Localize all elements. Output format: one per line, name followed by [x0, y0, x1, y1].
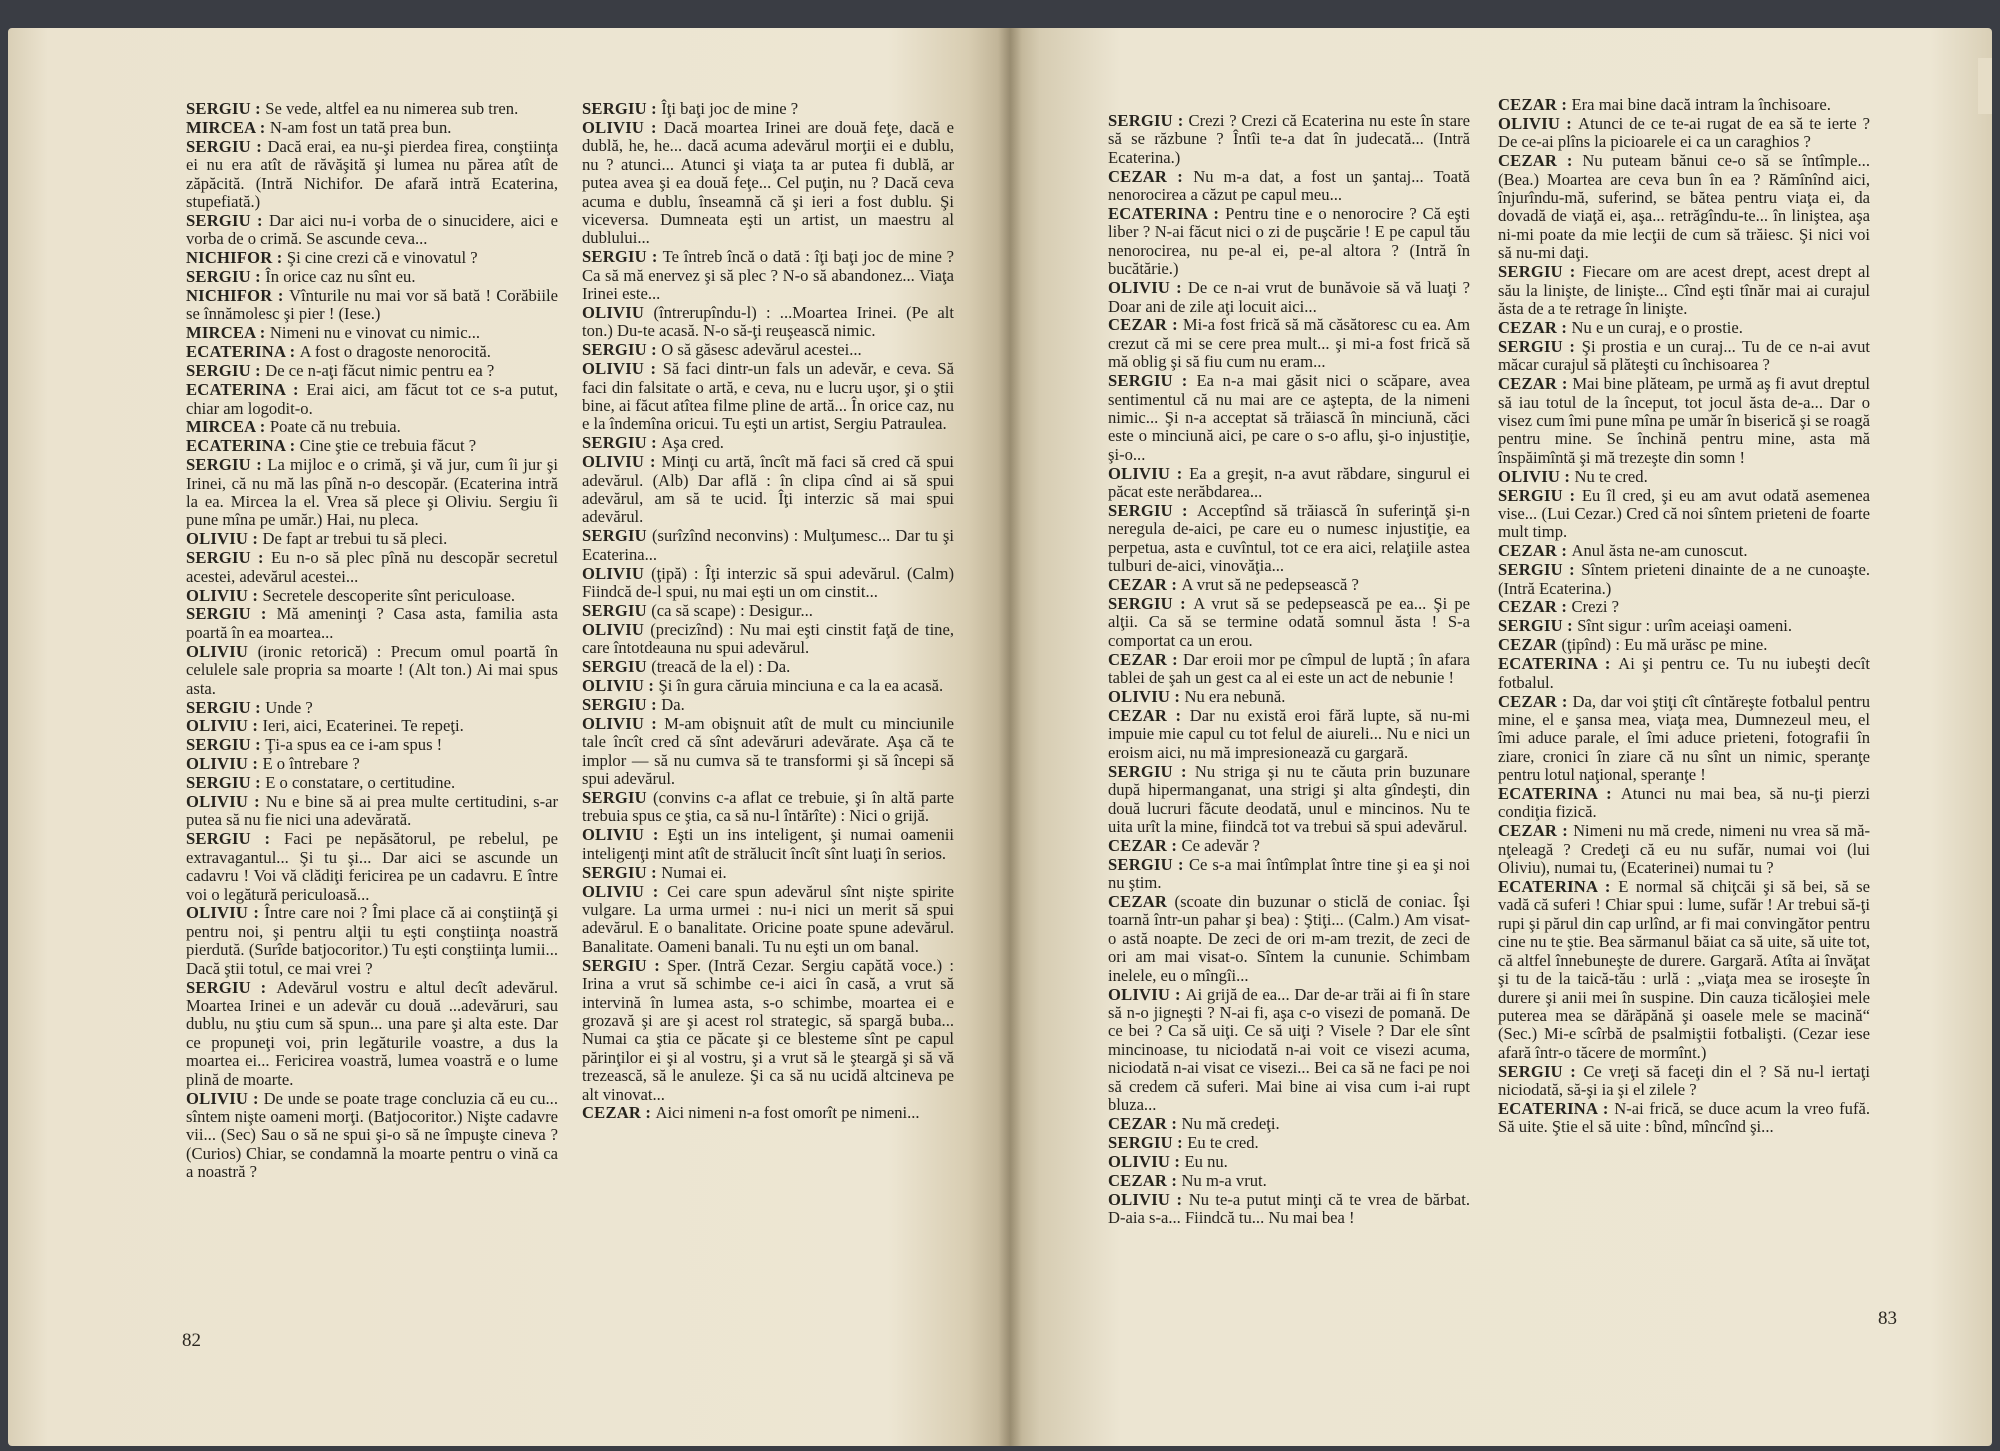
- line-text: În orice caz nu sînt eu.: [265, 267, 416, 287]
- line-text: Nu era nebună.: [1184, 687, 1286, 707]
- speaker-name: CEZAR :: [1108, 706, 1190, 725]
- speaker-name: MIRCEA :: [186, 117, 270, 137]
- speaker-name: SERGIU :: [1108, 761, 1195, 781]
- page-number-left: 82: [182, 1330, 201, 1351]
- line-text: Nimeni nu e vinovat cu nimic...: [269, 323, 481, 343]
- left-page: [8, 28, 1010, 1446]
- line-text: De ce n-ai vrut de bunăvoie să vă luaţi ? Doar ani de zile aţi locuit aici...: [1108, 278, 1470, 316]
- speaker-name: SERGIU :: [186, 210, 269, 230]
- line-text: Ce adevăr ?: [1181, 835, 1260, 855]
- dialogue-line: [1108, 986, 1470, 1115]
- line-text: Nu e un curaj, e o prostie.: [1571, 317, 1743, 337]
- speaker-name: SERGIU :: [1498, 336, 1582, 356]
- line-text: (întrerupîndu-l) : ...Moartea Irinei. (Pe alt ton.) Du-te acasă. N-o să-ţi reuşească nimic.: [582, 302, 955, 341]
- speaker-name: OLIVIU :: [582, 452, 662, 472]
- line-text: E o constatare, o certitudine.: [265, 773, 456, 793]
- speaker-name: SERGIU :: [1498, 1061, 1584, 1081]
- dialogue-line: [582, 677, 954, 695]
- speaker-name: SERGIU: [582, 600, 652, 620]
- dialogue-line: [1108, 893, 1470, 985]
- dialogue-line: [582, 696, 954, 714]
- line-text: Ea n-a mai găsit nici o scăpare, avea sentimentul că nu mai are ce aştepta, de la nimeni nimic... Şi n-a acceptat să trăiască în minciună, căci este o minciună aici, pe care o s-o aflu, şi-o injustiţie, şi-o...: [1108, 371, 1470, 464]
- line-text: Acceptînd să trăiască în suferinţă şi-n neregula de-aici, pe care eu o numesc injustiţie, ea perpetua, asta e cuvîntul, tot ce era aici, relaţiile astea tulburi de-aici, vinovăţia...: [1108, 501, 1470, 576]
- dialogue-line: [1498, 96, 1870, 114]
- speaker-name: OLIVIU :: [1108, 463, 1190, 483]
- line-text: De fapt ar trebui tu să pleci.: [262, 529, 448, 549]
- speaker-name: CEZAR :: [1498, 374, 1573, 394]
- speaker-name: OLIVIU :: [582, 825, 668, 845]
- speaker-name: SERGIU :: [186, 361, 266, 381]
- line-text: Nu te-a putut minţi că te vrea de bărbat. D-aia s-a... Fiindcă tu... Nu mai bea !: [1108, 1189, 1470, 1227]
- dialogue-line: [186, 904, 558, 978]
- speaker-name: SERGIU: [582, 788, 654, 808]
- line-text: A vrut să ne pedepsească ?: [1181, 575, 1359, 595]
- speaker-name: OLIVIU :: [186, 792, 266, 812]
- dialogue-line: [186, 530, 558, 548]
- speaker-name: SERGIU :: [1498, 616, 1578, 636]
- dialogue-line: [186, 793, 558, 830]
- speaker-name: CEZAR :: [1498, 691, 1573, 711]
- dialogue-line: [186, 343, 558, 361]
- left-page-column-1: [186, 100, 558, 1182]
- line-text: Fiecare om are acest drept, acest drept al său la linişte, de linişte... Cînd eşti tînăr mai ai curajul ăsta de a te retrage în linişte.: [1498, 262, 1870, 318]
- speaker-name: SERGIU :: [1108, 371, 1197, 391]
- speaker-name: SERGIU :: [1498, 485, 1582, 505]
- line-text: (surîzînd neconvins) : Mulţumesc... Dar tu şi Ecaterina...: [582, 526, 954, 564]
- speaker-name: SERGIU :: [1108, 501, 1197, 521]
- line-text: Faci pe nepăsătorul, pe rebelul, pe extravagantul... Şi tu şi... Dar aici se ascunde un cadavru ! Voi vă clădiţi fericirea pe un cadavru. E între voi o legătură periculoasă...: [186, 829, 558, 904]
- dialogue-line: [1498, 468, 1870, 486]
- dialogue-line: [1108, 837, 1470, 855]
- speaker-name: ECATERINA :: [1498, 877, 1619, 897]
- line-text: Nu m-a dat, a fost un şantaj... Toată nenorocirea a căzut pe capul meu...: [1108, 166, 1471, 205]
- dialogue-line: [1498, 542, 1870, 560]
- dialogue-line: [582, 248, 954, 303]
- line-text: Nu mă credeţi.: [1181, 1113, 1280, 1133]
- dialogue-line: [1498, 785, 1870, 822]
- dialogue-line: [1498, 636, 1870, 654]
- dialogue-line: [186, 268, 558, 286]
- speaker-name: OLIVIU :: [186, 585, 263, 605]
- speaker-name: SERGIU :: [186, 267, 266, 287]
- line-text: Mi-a fost frică să mă căsătoresc cu ea. Am crezut că mi se cere prea mult... şi mi-a fost frică să mă oblig şi să fiu cum nu eram...: [1108, 315, 1470, 372]
- dialogue-line: [1498, 115, 1870, 152]
- line-text: Eu te cred.: [1187, 1132, 1259, 1152]
- line-text: Te întreb încă o dată : îţi baţi joc de mine ? Ca să mă enervez şi să plec ? N-o să abandonez... Viaţa Irinei este...: [582, 247, 954, 304]
- dialogue-line: [186, 418, 558, 436]
- line-text: Unde ?: [265, 697, 313, 717]
- line-text: Minţi cu artă, încît mă faci să cred că spui adevărul. (Alb) Dar află : în clipa cînd ai să spui adevărul, am să te ucid. Îţi interzic să mai spui adevărul.: [582, 452, 955, 527]
- line-text: Poate că nu trebuia.: [269, 417, 401, 437]
- line-text: A vrut să se pedepsească pe ea... Şi pe alţii. Ca să se termine odată somnul ăsta ! S-a comportat ca un erou.: [1108, 594, 1470, 650]
- speaker-name: SERGIU :: [1108, 854, 1189, 874]
- dialogue-line: [186, 549, 558, 586]
- speaker-name: ECATERINA :: [186, 342, 300, 362]
- speaker-name: CEZAR :: [1108, 575, 1182, 595]
- speaker-name: NICHIFOR :: [186, 286, 290, 306]
- dialogue-line: [186, 362, 558, 380]
- dialogue-line: [186, 830, 558, 904]
- speaker-name: SERGIU :: [186, 735, 266, 755]
- line-text: Eu îl cred, şi eu am avut odată asemenea vise... (Lui Cezar.) Cred că noi sîntem prieteni de foarte mult timp.: [1498, 485, 1870, 542]
- dialogue-line: [1498, 263, 1870, 318]
- line-text: Ai şi pentru ce. Tu nu iubeşti decît fotbalul.: [1498, 654, 1871, 692]
- speaker-name: CEZAR: [1498, 635, 1562, 655]
- speaker-name: ECATERINA :: [1108, 204, 1226, 224]
- line-text: Nu m-a vrut.: [1181, 1170, 1267, 1190]
- dialogue-line: [186, 437, 558, 455]
- speaker-name: ECATERINA :: [1498, 1098, 1615, 1118]
- line-text: Eu nu.: [1184, 1151, 1228, 1171]
- speaker-name: SERGIU :: [1498, 560, 1582, 580]
- line-text: Eşti un ins inteligent, şi numai oamenii inteligenţi mint atît de strălucit încît sînt luaţi în serios.: [582, 825, 955, 863]
- line-text: Ţi-a spus ea ce i-am spus !: [265, 735, 443, 755]
- line-text: (ironic retorică) : Precum omul poartă în celulele sale propria sa moarte ! (Alt ton.) Ai mai spus asta.: [186, 641, 559, 698]
- dialogue-line: [1108, 1153, 1470, 1171]
- line-text: Nu e bine să ai prea multe certitudini, s-ar putea să nu fie nici una adevărată.: [186, 792, 559, 830]
- speaker-name: ECATERINA :: [186, 436, 300, 456]
- line-text: Era mai bine dacă intram la închisoare.: [1571, 95, 1831, 114]
- line-text: Secretele descoperite sînt periculoase.: [262, 585, 515, 605]
- line-text: Şi în gura căruia minciuna e ca la ea acasă.: [658, 676, 944, 696]
- dialogue-line: [582, 789, 954, 826]
- speaker-name: SERGIU :: [186, 697, 266, 717]
- book-spine: [998, 28, 1022, 1446]
- dialogue-line: [582, 957, 954, 1104]
- open-book: [8, 28, 1992, 1446]
- dialogue-line: [1108, 168, 1470, 205]
- speaker-name: SERGIU :: [186, 455, 268, 475]
- dialogue-line: [582, 434, 954, 452]
- speaker-name: SERGIU :: [582, 340, 662, 360]
- right-page: [1010, 28, 1992, 1446]
- dialogue-line: [1498, 617, 1870, 635]
- dialogue-line: [1498, 319, 1870, 337]
- speaker-name: OLIVIU :: [1108, 1189, 1189, 1209]
- speaker-name: SERGIU: [582, 526, 652, 546]
- dialogue-line: [186, 212, 558, 249]
- dialogue-line: [582, 658, 954, 676]
- right-page-column-2: [1498, 96, 1870, 1137]
- dialogue-line: [1108, 372, 1470, 464]
- speaker-name: CEZAR :: [582, 1103, 656, 1123]
- dialogue-line: [186, 979, 558, 1089]
- speaker-name: SERGIU :: [582, 695, 662, 714]
- line-text: Adevărul vostru e altul decît adevărul. Moartea Irinei e un adevăr cu două ...adevăruri, sau dublu, nu ştiu cum să spun... una pare şi alta este. Dar ce propuneţi voi, prin legăturile voastre, a dus la moartea ei... Fericirea voastră, lumea voastră e o lume plină de moarte.: [186, 977, 558, 1089]
- dialogue-line: [582, 864, 954, 882]
- line-text: (ţipă) : Îţi interzic să spui adevărul. (Calm) Fiindcă de-l spui, nu mai eşti un om cinstit...: [582, 563, 954, 602]
- dialogue-line: [186, 643, 558, 698]
- line-text: Cei care spun adevărul sînt nişte spirite vulgare. La urma urmei : nu-i nici un merit să spui adevărul. E o banalitate. Oricine poate spune adevărul. Banalitate. Oameni banali. Tu nu eşti un om banal.: [582, 881, 954, 956]
- dialogue-line: [186, 456, 558, 530]
- speaker-name: OLIVIU: [582, 563, 652, 583]
- line-text: Dacă erai, ea nu-şi pierdea firea, conştiinţa ei nu era atît de răvăşită şi lumea nu părea atît de zăpăcită. (Intră Nichifor. De afară intră Ecaterina, stupefiată.): [186, 136, 558, 212]
- line-text: Ai grijă de ea... Dar de-ar trăi ai fi în stare să n-o jigneşti ? N-ai fi, aşa c-o visezi de pomană. De ce bei ? Ca să uiţi. Ce să uiţi ? Visele ? Dar ele sînt mincinoase, tu niciodată n-ai voit ce visezi acuma, niciodată n-ai visat ce visezi... Bei ca să ne faci pe noi să credem că suferi. Mai bine ai visa cum i-ai rupt bluza...: [1108, 984, 1471, 1115]
- dialogue-line: [582, 602, 954, 620]
- dialogue-line: [1108, 205, 1470, 279]
- dialogue-line: [1498, 655, 1870, 692]
- line-text: A fost o dragoste nenorocită.: [299, 342, 491, 362]
- line-text: La mijloc e o crimă, şi vă jur, cum îi jur şi Irinei, că nu mă las pînă n-o descopăr. (Ecaterina intră la ea. Mircea la el. Vrea să plece şi Oliviu. Sergiu îi pune mîna pe umăr.) Hai, nu pleca.: [186, 455, 558, 530]
- line-text: Mai bine plăteam, pe urmă aş fi avut dreptul să iau totul de la început, tot jocul ăsta de-a... Dar o visez cum îmi pune mîna pe umăr în biserică şi se roagă pentru mine. Se închină pentru mine, asta mă înspăimîntă şi mă trezeşte din somn !: [1498, 374, 1870, 467]
- dialogue-line: [1108, 763, 1470, 837]
- speaker-name: OLIVIU :: [582, 676, 659, 696]
- speaker-name: ECATERINA :: [1498, 654, 1619, 674]
- line-text: Ce s-a mai întîmplat între tine şi ea şi noi nu ştim.: [1108, 854, 1470, 893]
- speaker-name: CEZAR :: [1108, 1170, 1182, 1190]
- line-text: Şi cine crezi că e vinovatul ?: [286, 248, 478, 268]
- left-page-column-2: [582, 100, 954, 1123]
- line-text: Pentru tine e o nenorocire ? Că eşti liber ? N-ai făcut nici o zi de puşcărie ! E pe capul tău nenorocirea, nu pe-al ei, pe-al altora ? (Intră în bucătărie.): [1108, 204, 1470, 279]
- dialogue-line: [582, 826, 954, 863]
- speaker-name: OLIVIU: [582, 302, 654, 322]
- dialogue-line: [582, 565, 954, 602]
- dialogue-line: [582, 715, 954, 789]
- dialogue-line: [582, 883, 954, 957]
- dialogue-line: [1108, 112, 1470, 167]
- line-text: Dar nu există eroi fără lupte, să nu-mi impuie mie capul cu tot felul de aiureli... Nu e nici un eroism aici, nu mă impresionează cu gargară.: [1108, 706, 1470, 762]
- line-text: (scoate din buzunar o sticlă de coniac. Îşi toarnă într-un pahar şi bea) : Ştiţi... (Calm.) Am visat-o astă noapte. De zeci de ori m-am trezit, de zeci de ori am mai visat-o. Sîntem la cununie. Schimbam inelele, eu o mîngîi...: [1108, 892, 1470, 985]
- line-text: Aici nimeni n-a fost omorît pe nimeni...: [655, 1103, 920, 1123]
- line-text: N-am fost un tată prea bun.: [269, 117, 452, 137]
- line-text: Şi prostia e un curaj... Tu de ce n-ai avut măcar curajul să plăteşti cu închisoarea ?: [1498, 336, 1870, 375]
- line-text: De ce n-aţi făcut nimic pentru ea ?: [265, 361, 495, 381]
- line-text: Dar eroii mor pe cîmpul de luptă ; în afara tablei de şah un gest ca al ei este un act de nebunie !: [1108, 649, 1470, 688]
- speaker-name: MIRCEA :: [186, 417, 270, 437]
- line-text: Între care noi ? Îmi place că ai conştiinţă şi pentru noi, şi pentru alţii tu eşti conştiinţa noastră pierdută. (Surîde batjocoritor.) Tu eşti conştiinţa lumii... Dacă ştii totul, ce mai vrei ?: [186, 903, 558, 978]
- dialogue-line: [1108, 651, 1470, 688]
- line-text: Dar aici nu-i vorba de o sinucidere, aici e vorba de o crimă. Se ascunde ceva...: [186, 210, 558, 249]
- line-text: Ce vreţi să faceţi din el ? Să nu-l iertaţi niciodată, să-şi ia şi el zilele ?: [1498, 1061, 1870, 1100]
- line-text: Nu puteam bănui ce-o să se întîmple... (Bea.) Moartea are ceva bun în ea ? Rămînînd aici, înjurîndu-mă, suferind, se bătea pentru viaţa ei, da dovadă de viaţă ei, aşa... retrăgîndu-te... în liniştea, aşa ni-mi poate da mie lecţii de cum să trăiesc. Şi nici voi să nu-mi daţi.: [1498, 151, 1870, 263]
- line-text: Nu striga şi nu te căuta prin buzunare după hipermanganat, una strigi şi alta gîndeşti, din două lucruri făcute deodată, unul e mincinos. Nu te uita urît la mine, fiindcă tot va trebui să spui adevărul.: [1108, 761, 1470, 836]
- speaker-name: SERGIU: [582, 657, 652, 677]
- line-text: Ieri, aici, Ecaterinei. Te repeţi.: [262, 716, 464, 736]
- line-text: E normal să chiţcăi şi să bei, să se vadă că suferi ! Chiar spui : lume, sufăr ! Ar trebui să-ţi rupi şi părul din cap urlînd, ar fi mai convingător pentru cine nu te ştie. Bea sărmanul băiat ca să uite, să uite tot, că altfel înnebuneşte de durere. Gargară. Atîta ai învăţat şi tu de la taică-tău : urlă : „viaţa mea se iroseşte în durere şi anii mei în suspine. Din cauza ticăloşiei mele puterea mea se dărăpănă şi oasele mele se macină“ (Sec.) Mi-e scîrbă de psalmiştii fotbalişti. (Cezar iese afară într-o tăcere de mormînt.): [1498, 877, 1870, 1062]
- speaker-name: SERGIU :: [582, 955, 668, 975]
- speaker-name: ECATERINA :: [186, 380, 307, 400]
- dialogue-line: [1108, 1191, 1470, 1228]
- dialogue-line: [1498, 1100, 1870, 1137]
- line-text: (ţipînd) : Eu mă urăsc pe mine.: [1561, 635, 1768, 655]
- dialogue-line: [186, 138, 558, 212]
- speaker-name: CEZAR :: [1498, 597, 1572, 617]
- dialogue-line: [1108, 856, 1470, 893]
- line-text: Sper. (Intră Cezar. Sergiu capătă voce.) : Irina a vrut să schimbe ce-i aici în casă, a vrut să intervină în lumea asta, s-o schimbe, moartea ei e grozavă şi are şi acest rol strategic, să spargă buba... Numai ca ştia ce păcate şi ce blesteme sînt pe capul părinţilor ei şi al vostru, şi a vrut să le şteargă şi să vă trezească, să le anuleze. Şi ca să nu ucidă altcineva pe alt vinovat...: [582, 955, 954, 1104]
- dialogue-line: [186, 381, 558, 418]
- speaker-name: CEZAR :: [1498, 317, 1572, 337]
- line-text: M-am obişnuit atît de mult cu minciunile tale încît cred că sînt adevăruri adevărate. Aşa că te implor — să nu cumva să te transformi şi să începi să spui adevărul.: [582, 713, 954, 789]
- dialogue-line: [1498, 822, 1870, 877]
- line-text: (convins c-a aflat ce trebuie, şi în altă parte trebuia spus ce ştia, ca să nu-l întărîte) : Nici o grijă.: [582, 788, 954, 826]
- speaker-name: OLIVIU :: [1108, 687, 1185, 707]
- dialogue-line: [1108, 316, 1470, 371]
- dialogue-line: [186, 287, 558, 324]
- speaker-name: CEZAR :: [1498, 541, 1572, 561]
- line-text: Sînt sigur : urîm aceiaşi oameni.: [1577, 616, 1793, 636]
- speaker-name: CEZAR :: [1498, 95, 1572, 114]
- dialogue-line: [186, 605, 558, 642]
- dialogue-line: [1498, 487, 1870, 542]
- line-text: Atunci nu mai bea, să nu-ţi pierzi condiţia fizică.: [1498, 784, 1870, 822]
- speaker-name: OLIVIU :: [1108, 1151, 1185, 1171]
- line-text: Nu te cred.: [1574, 466, 1648, 486]
- speaker-name: OLIVIU :: [582, 117, 664, 137]
- dialogue-line: [1498, 338, 1870, 375]
- dialogue-line: [582, 453, 954, 527]
- speaker-name: OLIVIU: [186, 641, 258, 661]
- speaker-name: OLIVIU :: [582, 359, 663, 379]
- line-text: Crezi ? Crezi că Ecaterina nu este în stare să se răzbune ? Întîi te-a dat în judecată... (Intră Ecaterina.): [1108, 111, 1470, 167]
- dialogue-line: [186, 119, 558, 137]
- dialogue-line: [1498, 878, 1870, 1062]
- dialogue-line: [1108, 1115, 1470, 1133]
- speaker-name: SERGIU :: [1108, 111, 1189, 130]
- line-text: E o întrebare ?: [262, 754, 360, 774]
- speaker-name: SERGIU :: [1498, 262, 1583, 282]
- line-text: Aşa cred.: [661, 433, 724, 453]
- line-text: Atunci de ce te-ai rugat de ea să te ierte ? De ce-ai plîns la picioarele ei ca un caraghios ?: [1498, 113, 1870, 152]
- dialogue-line: [1498, 152, 1870, 262]
- speaker-name: SERGIU :: [186, 829, 284, 849]
- dialogue-line: [1108, 465, 1470, 502]
- line-text: Vînturile nu mai vor să bată ! Corăbiile se înnămolesc şi pier ! (Iese.): [186, 286, 559, 324]
- speaker-name: OLIVIU :: [582, 713, 665, 733]
- speaker-name: CEZAR :: [1108, 649, 1183, 669]
- line-text: Dacă moartea Irinei are două feţe, dacă e dublă, he, he... dacă acuma adevărul morţii ei e dublu, nu ? atunci... Atunci şi viaţa ta ar putea fi dublă, ar putea avea şi ea două feţe... Cel puţin, nu ? Dacă ceva acuma e dublu, înseamnă că şi ieri a fost dublu. Şi viceversa. Dumneata eşti un artist, un maestru al dublului...: [582, 117, 954, 248]
- line-text: Anul ăsta ne-am cunoscut.: [1571, 541, 1748, 561]
- speaker-name: MIRCEA :: [186, 323, 270, 343]
- speaker-name: OLIVIU: [582, 619, 651, 639]
- dialogue-line: [186, 324, 558, 342]
- dialogue-line: [1108, 1172, 1470, 1190]
- speaker-name: SERGIU :: [186, 773, 266, 793]
- speaker-name: OLIVIU :: [186, 529, 263, 549]
- line-text: Mă ameninţi ? Casa asta, familia asta poartă în ea moartea...: [186, 604, 558, 642]
- dialogue-line: [186, 736, 558, 754]
- line-text: (precizînd) : Nu mai eşti cinstit faţă de tine, care întotdeauna nu spui adevărul.: [582, 619, 954, 658]
- dialogue-line: [186, 100, 558, 118]
- dialogue-line: [1108, 688, 1470, 706]
- dialogue-line: [1498, 598, 1870, 616]
- dialogue-line: [582, 304, 954, 341]
- speaker-name: OLIVIU :: [1498, 113, 1579, 133]
- speaker-name: CEZAR :: [1108, 166, 1194, 186]
- speaker-name: SERGIU :: [1108, 1132, 1188, 1152]
- line-text: Eu n-o să plec pînă nu descopăr secretul acestei, adevărul acestei...: [186, 548, 558, 586]
- speaker-name: OLIVIU :: [186, 903, 265, 923]
- speaker-name: SERGIU :: [582, 247, 663, 267]
- speaker-name: SERGIU :: [582, 433, 662, 453]
- speaker-name: SERGIU :: [582, 99, 662, 118]
- speaker-name: ECATERINA :: [1498, 784, 1621, 804]
- speaker-name: CEZAR :: [1498, 151, 1583, 171]
- speaker-name: CEZAR: [1108, 892, 1175, 912]
- speaker-name: SERGIU :: [186, 604, 277, 624]
- speaker-name: OLIVIU :: [1108, 984, 1186, 1004]
- dialogue-line: [186, 249, 558, 267]
- dialogue-line: [1108, 707, 1470, 762]
- dialogue-line: [1108, 279, 1470, 316]
- line-text: O să găsesc adevărul acestei...: [661, 340, 862, 360]
- speaker-name: SERGIU :: [186, 977, 277, 997]
- speaker-name: OLIVIU :: [1498, 466, 1575, 486]
- dialogue-line: [582, 1104, 954, 1122]
- dialogue-line: [582, 621, 954, 658]
- dialogue-line: [186, 717, 558, 735]
- dialogue-line: [1108, 595, 1470, 650]
- line-text: De unde se poate trage concluzia că eu cu... sîntem nişte oameni morţi. (Batjocoritor.) Nişte cadavre vii... (Sec) Sau o să ne spui şi-o să ne împuşte cineva ? (Curios) Chiar, se condamnă la moarte pentru o vină ca a noastră ?: [186, 1088, 558, 1182]
- dialogue-line: [582, 360, 954, 434]
- speaker-name: OLIVIU :: [582, 881, 668, 901]
- speaker-name: SERGIU :: [186, 136, 268, 156]
- dialogue-line: [186, 755, 558, 773]
- dialogue-line: [1108, 502, 1470, 576]
- speaker-name: CEZAR :: [1498, 821, 1574, 841]
- line-text: N-ai frică, se duce acum la vreo fufă. Să uite. Ştie el să uite : bînd, mîncînd şi...: [1498, 1098, 1871, 1137]
- line-text: Îţi baţi joc de mine ?: [661, 99, 799, 118]
- line-text: Erai aici, am făcut tot ce s-a putut, chiar am logodit-o.: [186, 380, 558, 418]
- dialogue-line: [186, 1090, 558, 1182]
- speaker-name: OLIVIU :: [186, 754, 263, 774]
- speaker-name: NICHIFOR :: [186, 248, 287, 268]
- dialogue-line: [186, 587, 558, 605]
- line-text: Sîntem prieteni dinainte de a ne cunoaşte. (Intră Ecaterina.): [1498, 560, 1870, 598]
- line-text: Nimeni nu mă crede, nimeni nu vrea să mă-nţeleagă ? Credeţi că eu nu sufăr, numai voi (lui Oliviu), numai tu, (Ecaterinei) numai tu ?: [1498, 821, 1870, 878]
- speaker-name: CEZAR :: [1108, 1113, 1182, 1133]
- right-page-column-1: [1108, 112, 1470, 1228]
- speaker-name: SERGIU :: [186, 548, 272, 568]
- line-text: (treacă de la el) : Da.: [651, 657, 791, 677]
- dialogue-line: [1498, 693, 1870, 785]
- dialogue-line: [186, 774, 558, 792]
- dialogue-line: [1108, 1134, 1470, 1152]
- line-text: Ea a greşit, n-a avut răbdare, singurul ei păcat este nerăbdarea...: [1108, 463, 1471, 502]
- line-text: Numai ei.: [661, 862, 727, 882]
- speaker-name: OLIVIU :: [1108, 278, 1188, 298]
- dialogue-line: [582, 119, 954, 248]
- line-text: Da, dar voi ştiţi cît cîntăreşte fotbalul pentru mine, el e şansa mea, viaţa mea, Dumnezeul meu, el îmi aduce parale, el îmi aduce prieteni, fotografii în ziare, cronici în ziare că nu sînt un nimic, speranţe pentru lotul naţional, speranţe !: [1498, 691, 1870, 785]
- page-number-right: 83: [1878, 1308, 1897, 1329]
- line-text: Să faci dintr-un fals un adevăr, e ceva. Să faci din falsitate o artă, e ceva, nu e lucru uşor, şi o ştii bine, ai făcut atîtea filme pline de artă... În orice caz, nu e la îndemîna oricui. Tu eşti un artist, Sergiu Patraulea.: [582, 359, 955, 434]
- dialogue-line: [582, 100, 954, 118]
- speaker-name: CEZAR :: [1108, 315, 1183, 335]
- dialogue-line: [186, 699, 558, 717]
- line-text: (ca să scape) : Desigur...: [651, 600, 813, 620]
- line-text: Crezi ?: [1571, 597, 1619, 617]
- speaker-name: OLIVIU :: [186, 716, 263, 736]
- page-tab-marker: [1978, 58, 1992, 114]
- line-text: Da.: [661, 695, 685, 714]
- speaker-name: OLIVIU :: [186, 1088, 264, 1108]
- speaker-name: SERGIU :: [582, 862, 662, 882]
- dialogue-line: [1498, 561, 1870, 598]
- line-text: Se vede, altfel ea nu nimerea sub tren.: [265, 99, 519, 118]
- speaker-name: SERGIU :: [1108, 594, 1194, 614]
- dialogue-line: [582, 527, 954, 564]
- dialogue-line: [1498, 1063, 1870, 1100]
- speaker-name: SERGIU :: [186, 99, 266, 118]
- dialogue-line: [582, 341, 954, 359]
- speaker-name: CEZAR :: [1108, 835, 1182, 855]
- dialogue-line: [1498, 375, 1870, 467]
- dialogue-line: [1108, 576, 1470, 594]
- line-text: Cine ştie ce trebuia făcut ?: [299, 436, 477, 456]
